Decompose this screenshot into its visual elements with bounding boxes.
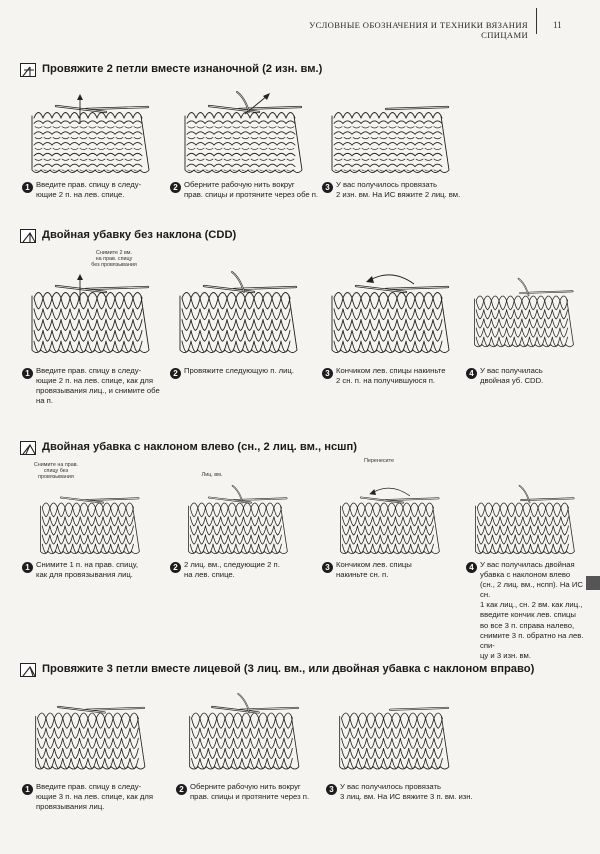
step-2 (170, 484, 320, 660)
step-1 (22, 90, 172, 220)
step-description: У вас получилась двойная уб. CDD. (480, 366, 544, 386)
page-number: 11 (553, 20, 562, 30)
step-number-icon: 2 (170, 368, 181, 379)
knitting-illustration (322, 90, 452, 176)
step-description: У вас получилась двойная убавка с наклоном влево (сн., 2 лиц. вм., нспп). На ИС сн. 1 как лиц., сн. 2 вм. как лиц., введите кончик лев. спицы во все 3 п. справа налево, снимите 3 п. обратно на лев. спи- цу и 3 изн. вм. (480, 560, 584, 660)
step-description: Введите прав. спицу в следу- ющие 2 п. на лев. спице. (36, 180, 142, 200)
step-2 (176, 692, 336, 842)
section-knit-3-together (0, 662, 600, 842)
step-3 (322, 270, 472, 426)
step-number-icon: 3 (322, 182, 333, 193)
step-3 (326, 692, 496, 842)
knitting-illustration (466, 484, 578, 560)
decrease-symbol-icon (20, 229, 36, 243)
step-description: Оберните рабочую нить вокруг прав. спицы и протяните через обе п. (184, 180, 319, 200)
step-description: У вас получилось провязать 2 изн. вм. На ИС вяжите 2 лиц. вм. (336, 180, 461, 200)
step-number-icon: 3 (322, 368, 333, 379)
step-number-icon: 4 (466, 368, 477, 379)
step-description: Снимите 1 п. на прав. спицу, как для провязывания лиц. (36, 560, 139, 580)
running-header: УСЛОВНЫЕ ОБОЗНАЧЕНИЯ И ТЕХНИКИ ВЯЗАНИЯ СПИЦАМИ (309, 20, 528, 40)
knitting-illustration (22, 270, 152, 360)
decrease-symbol-icon (20, 663, 36, 677)
knitting-illustration (22, 90, 152, 176)
callout-label: Снимите 2 вм. на прав. спицу без провязывания (91, 250, 137, 268)
callout-label: Перенесите (364, 458, 394, 464)
step-description: Введите прав. спицу в следу- ющие 3 п. на лев. спице, как для провязывания лиц. (36, 782, 154, 812)
step-number-icon: 3 (326, 784, 337, 795)
step-description: 2 лиц. вм., следующие 2 п. на лев. спице. (184, 560, 280, 580)
knitting-illustration (326, 692, 456, 776)
knitting-illustration (170, 270, 300, 360)
step-number-icon: 3 (322, 562, 333, 573)
step-3 (322, 90, 482, 220)
section-cdd (0, 228, 600, 428)
step-description: Кончиком лев. спицы накиньте сн. п. (336, 560, 412, 580)
step-description: Провяжите следующую п. лиц. (184, 366, 294, 375)
step-3 (322, 484, 472, 660)
step-description: У вас получилось провязать 3 лиц. вм. На ИС вяжите 3 п. вм. изн. (340, 782, 473, 802)
step-number-icon: 1 (22, 368, 33, 379)
section-heading (20, 62, 580, 80)
knitting-illustration (466, 270, 576, 360)
knitting-illustration (170, 90, 310, 176)
section-heading (20, 662, 580, 680)
knitting-illustration (322, 270, 452, 360)
knitting-illustration (176, 692, 306, 776)
callout-label: Лиц. вм. (201, 472, 223, 478)
section-left-leaning-double-decrease (0, 440, 600, 660)
step-4 (466, 270, 586, 426)
step-1 (22, 692, 182, 842)
section-title: Провяжите 3 петли вместе лицевой (3 лиц. вм., или двойная убавка с наклоном вправо) (42, 663, 535, 675)
step-number-icon: 1 (22, 562, 33, 573)
section-title: Провяжите 2 петли вместе изнаночной (2 изн. вм.) (42, 63, 323, 75)
knitting-illustration (22, 484, 152, 560)
step-2 (170, 270, 320, 426)
step-1 (22, 270, 172, 426)
section-heading (20, 440, 580, 458)
step-number-icon: 1 (22, 182, 33, 193)
step-description: Оберните рабочую нить вокруг прав. спицы и протяните через п. (190, 782, 310, 802)
section-title: Двойная убавка с наклоном влево (сн., 2 лиц. вм., нсшп) (42, 441, 357, 453)
step-number-icon: 1 (22, 784, 33, 795)
step-number-icon: 2 (170, 562, 181, 573)
step-2 (170, 90, 330, 220)
step-1 (22, 484, 172, 660)
knitting-illustration (170, 484, 300, 560)
header-divider (536, 8, 537, 34)
section-purl-2-together (0, 62, 600, 222)
step-4 (466, 484, 588, 660)
section-title: Двойная убавку без наклона (CDD) (42, 229, 237, 241)
step-description: Введите прав. спицу в следу- ющие 2 п. на лев. спице, как для провязывания лиц., и снимите обе на п. (36, 366, 160, 406)
step-number-icon: 2 (176, 784, 187, 795)
decrease-symbol-icon (20, 63, 36, 77)
section-heading (20, 228, 580, 246)
step-number-icon: 4 (466, 562, 477, 573)
knitting-illustration (322, 484, 452, 560)
decrease-symbol-icon (20, 441, 36, 455)
knitting-illustration (22, 692, 152, 776)
step-number-icon: 2 (170, 182, 181, 193)
step-description: Кончиком лев. спицы накиньте 2 сн. п. на получившуюся п. (336, 366, 446, 386)
callout-label: Снимите на прав. спицу без провязывания (33, 462, 79, 480)
